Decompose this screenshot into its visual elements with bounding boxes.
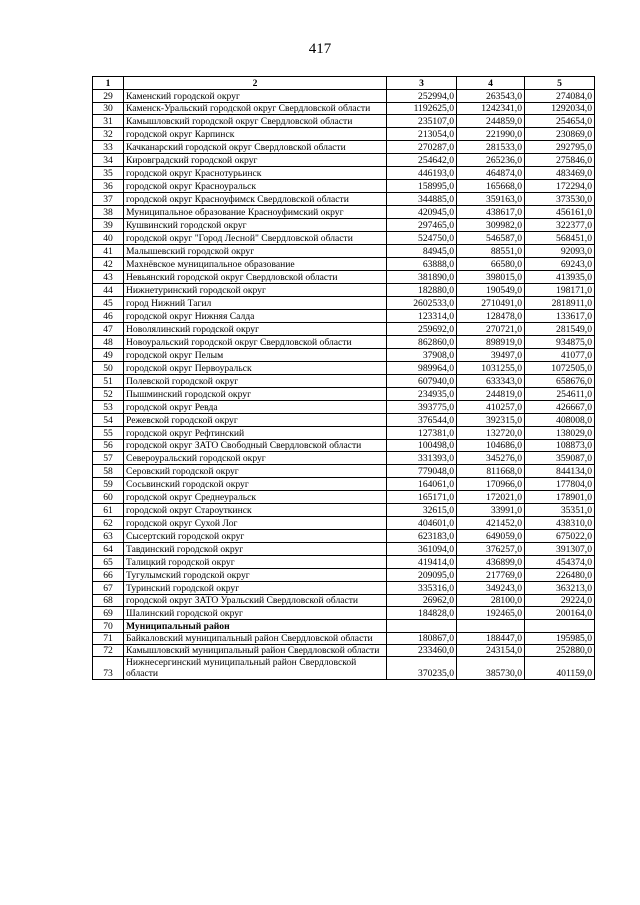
row-number: 37: [93, 193, 124, 206]
table-row: [93, 115, 595, 128]
municipality-name: Кушвинский городской округ: [124, 219, 387, 232]
column-header: 1: [93, 77, 124, 90]
table-row: [93, 90, 595, 103]
value-col-3: 420945,0: [387, 206, 457, 219]
table-row: [93, 336, 595, 349]
row-number: 35: [93, 167, 124, 180]
value-col-3: [387, 620, 457, 633]
table-row: [93, 362, 595, 375]
row-number: 38: [93, 206, 124, 219]
table-header-row: [93, 77, 595, 90]
municipality-name: городской округ Первоуральск: [124, 362, 387, 375]
value-col-5: 438310,0: [525, 517, 595, 530]
municipality-name: городской округ ЗАТО Уральский Свердловской области: [124, 595, 387, 607]
municipality-name: городской округ Красноуфимск Свердловской области: [124, 193, 387, 206]
value-col-4: 1031255,0: [457, 362, 525, 375]
row-number: 56: [93, 440, 124, 452]
value-col-3: 26962,0: [387, 595, 457, 607]
value-col-5: 483469,0: [525, 167, 595, 180]
value-col-3: 209095,0: [387, 569, 457, 582]
column-header: 4: [457, 77, 525, 90]
column-header: 3: [387, 77, 457, 90]
row-number: 69: [93, 607, 124, 620]
table-row: [93, 258, 595, 271]
value-col-5: 35351,0: [525, 504, 595, 517]
value-col-4: 265236,0: [457, 154, 525, 167]
row-number: 41: [93, 245, 124, 258]
value-col-3: 233460,0: [387, 645, 457, 657]
row-number: 47: [93, 323, 124, 336]
value-col-5: 401159,0: [525, 657, 595, 680]
table-row: [93, 530, 595, 543]
row-number: 29: [93, 90, 124, 103]
row-number: 49: [93, 349, 124, 362]
municipality-name: Качканарский городской округ Свердловской области: [124, 141, 387, 154]
value-col-5: 1292034,0: [525, 103, 595, 115]
table-row: [93, 427, 595, 440]
municipality-name: Талицкий городской округ: [124, 556, 387, 569]
municipality-name: Туринский городской округ: [124, 582, 387, 595]
value-col-3: 419414,0: [387, 556, 457, 569]
value-col-3: 254642,0: [387, 154, 457, 167]
value-col-3: 213054,0: [387, 128, 457, 141]
row-number: 40: [93, 232, 124, 245]
value-col-4: 649059,0: [457, 530, 525, 543]
value-col-3: 123314,0: [387, 310, 457, 323]
table-row: [93, 556, 595, 569]
row-number: 32: [93, 128, 124, 141]
value-col-5: 198171,0: [525, 284, 595, 297]
value-col-4: 33991,0: [457, 504, 525, 517]
value-col-5: 408008,0: [525, 414, 595, 427]
value-col-3: 404601,0: [387, 517, 457, 530]
table-row: [93, 388, 595, 401]
value-col-3: 84945,0: [387, 245, 457, 258]
row-number: 36: [93, 180, 124, 193]
table-row: [93, 504, 595, 517]
row-number: 67: [93, 582, 124, 595]
row-number: 68: [93, 595, 124, 607]
municipality-name: Кировградский городской округ: [124, 154, 387, 167]
value-col-3: 297465,0: [387, 219, 457, 232]
table-body: [93, 90, 595, 680]
value-col-5: 230869,0: [525, 128, 595, 141]
value-col-4: [457, 620, 525, 633]
value-col-4: 192465,0: [457, 607, 525, 620]
value-col-4: 165668,0: [457, 180, 525, 193]
municipality-name: городской округ Ревда: [124, 401, 387, 414]
value-col-5: 658676,0: [525, 375, 595, 388]
value-col-5: 195985,0: [525, 633, 595, 645]
row-number: 55: [93, 427, 124, 440]
value-col-5: 178901,0: [525, 491, 595, 504]
value-col-3: 607940,0: [387, 375, 457, 388]
value-col-3: 127381,0: [387, 427, 457, 440]
municipality-name: Новолялинский городской округ: [124, 323, 387, 336]
municipality-name: Каменский городской округ: [124, 90, 387, 103]
value-col-3: 344885,0: [387, 193, 457, 206]
municipality-name: Камышловский городской округ Свердловской области: [124, 115, 387, 128]
value-col-3: 180867,0: [387, 633, 457, 645]
page-number: 417: [308, 41, 332, 57]
table-row: [93, 284, 595, 297]
value-col-4: 28100,0: [457, 595, 525, 607]
value-col-4: 309982,0: [457, 219, 525, 232]
value-col-4: 398015,0: [457, 271, 525, 284]
row-number: 70: [93, 620, 124, 633]
value-col-5: 177804,0: [525, 478, 595, 491]
value-col-3: 63888,0: [387, 258, 457, 271]
table-row: [93, 440, 595, 452]
row-number: 33: [93, 141, 124, 154]
value-col-5: 391307,0: [525, 543, 595, 556]
table-row: [93, 657, 595, 680]
row-number: 57: [93, 452, 124, 465]
value-col-3: 252994,0: [387, 90, 457, 103]
municipality-name: Муниципальный район: [124, 620, 387, 633]
table-row: [93, 141, 595, 154]
table-row: [93, 543, 595, 556]
value-col-3: 623183,0: [387, 530, 457, 543]
municipality-name: Тавдинский городской округ: [124, 543, 387, 556]
value-col-3: 779048,0: [387, 465, 457, 478]
table-row: [93, 452, 595, 465]
value-col-3: 393775,0: [387, 401, 457, 414]
table-row: [93, 206, 595, 219]
row-number: 52: [93, 388, 124, 401]
row-number: 60: [93, 491, 124, 504]
value-col-3: 100498,0: [387, 440, 457, 452]
value-col-4: 39497,0: [457, 349, 525, 362]
value-col-5: 281549,0: [525, 323, 595, 336]
municipality-name: городской округ Староуткинск: [124, 504, 387, 517]
table-row: [93, 491, 595, 504]
value-col-5: 200164,0: [525, 607, 595, 620]
table-row: [93, 620, 595, 633]
row-number: 73: [93, 657, 124, 680]
value-col-5: 274084,0: [525, 90, 595, 103]
row-number: 43: [93, 271, 124, 284]
value-col-4: 811668,0: [457, 465, 525, 478]
value-col-5: 454374,0: [525, 556, 595, 569]
municipality-name: Махнёвское муниципальное образование: [124, 258, 387, 271]
value-col-3: 37908,0: [387, 349, 457, 362]
row-number: 58: [93, 465, 124, 478]
table-row: [93, 465, 595, 478]
table-row: [93, 569, 595, 582]
value-col-5: 108873,0: [525, 440, 595, 452]
value-col-5: 844134,0: [525, 465, 595, 478]
value-col-3: 259692,0: [387, 323, 457, 336]
value-col-4: 104686,0: [457, 440, 525, 452]
municipality-name: городской округ Рефтинский: [124, 427, 387, 440]
row-number: 30: [93, 103, 124, 115]
value-col-5: 254611,0: [525, 388, 595, 401]
value-col-3: 165171,0: [387, 491, 457, 504]
municipality-name: Серовский городской округ: [124, 465, 387, 478]
municipality-name: городской округ Карпинск: [124, 128, 387, 141]
value-col-3: 235107,0: [387, 115, 457, 128]
municipality-name: Режевской городской округ: [124, 414, 387, 427]
value-col-5: 138029,0: [525, 427, 595, 440]
value-col-4: 464874,0: [457, 167, 525, 180]
value-col-5: 675022,0: [525, 530, 595, 543]
value-col-4: 217769,0: [457, 569, 525, 582]
value-col-4: 243154,0: [457, 645, 525, 657]
value-col-5: 2818911,0: [525, 297, 595, 310]
value-col-3: 331393,0: [387, 452, 457, 465]
value-col-4: 898919,0: [457, 336, 525, 349]
table-row: [93, 349, 595, 362]
value-col-4: 66580,0: [457, 258, 525, 271]
value-col-5: 934875,0: [525, 336, 595, 349]
value-col-5: 252880,0: [525, 645, 595, 657]
row-number: 61: [93, 504, 124, 517]
table-row: [93, 180, 595, 193]
table-row: [93, 193, 595, 206]
value-col-5: 373530,0: [525, 193, 595, 206]
table-row: [93, 310, 595, 323]
row-number: 59: [93, 478, 124, 491]
table-row: [93, 595, 595, 607]
municipality-name: Новоуральский городской округ Свердловской области: [124, 336, 387, 349]
value-col-3: 270287,0: [387, 141, 457, 154]
value-col-4: 244819,0: [457, 388, 525, 401]
table-row: [93, 245, 595, 258]
value-col-4: 281533,0: [457, 141, 525, 154]
municipality-name: Шалинский городской округ: [124, 607, 387, 620]
row-number: 63: [93, 530, 124, 543]
row-number: 31: [93, 115, 124, 128]
value-col-3: 2602533,0: [387, 297, 457, 310]
row-number: 50: [93, 362, 124, 375]
value-col-5: 292795,0: [525, 141, 595, 154]
row-number: 62: [93, 517, 124, 530]
table-row: [93, 219, 595, 232]
value-col-4: 244859,0: [457, 115, 525, 128]
value-col-4: 546587,0: [457, 232, 525, 245]
value-col-5: 29224,0: [525, 595, 595, 607]
budget-table: [92, 76, 595, 680]
row-number: 45: [93, 297, 124, 310]
value-col-4: 436899,0: [457, 556, 525, 569]
value-col-3: 524750,0: [387, 232, 457, 245]
row-number: 46: [93, 310, 124, 323]
municipality-name: Сосьвинский городской округ: [124, 478, 387, 491]
municipality-name: городской округ Краснотурьинск: [124, 167, 387, 180]
value-col-5: 322377,0: [525, 219, 595, 232]
value-col-5: 363213,0: [525, 582, 595, 595]
value-col-5: 92093,0: [525, 245, 595, 258]
value-col-5: 413935,0: [525, 271, 595, 284]
value-col-5: 254654,0: [525, 115, 595, 128]
table-row: [93, 633, 595, 645]
table-row: [93, 478, 595, 491]
value-col-5: 69243,0: [525, 258, 595, 271]
value-col-3: 361094,0: [387, 543, 457, 556]
municipality-name: Байкаловский муниципальный район Свердловской области: [124, 633, 387, 645]
municipality-name: Муниципальное образование Красноуфимский округ: [124, 206, 387, 219]
value-col-5: [525, 620, 595, 633]
value-col-5: 359087,0: [525, 452, 595, 465]
column-header: 5: [525, 77, 595, 90]
value-col-3: 158995,0: [387, 180, 457, 193]
value-col-4: 263543,0: [457, 90, 525, 103]
value-col-5: 226480,0: [525, 569, 595, 582]
table-row: [93, 297, 595, 310]
table-row: [93, 154, 595, 167]
value-col-3: 370235,0: [387, 657, 457, 680]
table-row: [93, 103, 595, 115]
table-row: [93, 167, 595, 180]
table-row: [93, 323, 595, 336]
value-col-4: 633343,0: [457, 375, 525, 388]
value-col-3: 335316,0: [387, 582, 457, 595]
row-number: 64: [93, 543, 124, 556]
row-number: 44: [93, 284, 124, 297]
value-col-3: 234935,0: [387, 388, 457, 401]
value-col-4: 359163,0: [457, 193, 525, 206]
value-col-4: 170966,0: [457, 478, 525, 491]
value-col-5: 41077,0: [525, 349, 595, 362]
value-col-3: 862860,0: [387, 336, 457, 349]
value-col-4: 421452,0: [457, 517, 525, 530]
municipality-name: Нижнесергинский муниципальный район Свердловской области: [124, 657, 387, 680]
value-col-5: 426667,0: [525, 401, 595, 414]
value-col-4: 188447,0: [457, 633, 525, 645]
value-col-3: 376544,0: [387, 414, 457, 427]
table-row: [93, 232, 595, 245]
value-col-5: 275846,0: [525, 154, 595, 167]
municipality-name: городской округ "Город Лесной" Свердловской области: [124, 232, 387, 245]
value-col-3: 164061,0: [387, 478, 457, 491]
municipality-name: Сысертский городской округ: [124, 530, 387, 543]
municipality-name: городской округ Сухой Лог: [124, 517, 387, 530]
municipality-name: городской округ Среднеуральск: [124, 491, 387, 504]
municipality-name: Каменск-Уральский городской округ Свердловской области: [124, 103, 387, 115]
municipality-name: городской округ Красноуральск: [124, 180, 387, 193]
table-row: [93, 401, 595, 414]
table-row: [93, 414, 595, 427]
value-col-3: 184828,0: [387, 607, 457, 620]
municipality-name: город Нижний Тагил: [124, 297, 387, 310]
row-number: 34: [93, 154, 124, 167]
table-row: [93, 645, 595, 657]
municipality-name: Камышловский муниципальный район Свердловской области: [124, 645, 387, 657]
value-col-4: 385730,0: [457, 657, 525, 680]
value-col-4: 410257,0: [457, 401, 525, 414]
value-col-4: 376257,0: [457, 543, 525, 556]
value-col-4: 172021,0: [457, 491, 525, 504]
table-row: [93, 582, 595, 595]
value-col-4: 221990,0: [457, 128, 525, 141]
value-col-4: 349243,0: [457, 582, 525, 595]
value-col-4: 345276,0: [457, 452, 525, 465]
value-col-3: 182880,0: [387, 284, 457, 297]
row-number: 42: [93, 258, 124, 271]
table-row: [93, 128, 595, 141]
value-col-5: 133617,0: [525, 310, 595, 323]
value-col-4: 1242341,0: [457, 103, 525, 115]
municipality-name: Североуральский городской округ: [124, 452, 387, 465]
table-row: [93, 517, 595, 530]
value-col-5: 1072505,0: [525, 362, 595, 375]
row-number: 71: [93, 633, 124, 645]
municipality-name: городской округ Пелым: [124, 349, 387, 362]
municipality-name: городской округ ЗАТО Свободный Свердловской области: [124, 440, 387, 452]
row-number: 66: [93, 569, 124, 582]
row-number: 48: [93, 336, 124, 349]
row-number: 51: [93, 375, 124, 388]
value-col-5: 172294,0: [525, 180, 595, 193]
value-col-5: 568451,0: [525, 232, 595, 245]
municipality-name: городской округ Нижняя Салда: [124, 310, 387, 323]
value-col-4: 2710491,0: [457, 297, 525, 310]
table-row: [93, 375, 595, 388]
municipality-name: Тугулымский городской округ: [124, 569, 387, 582]
municipality-name: Полевской городской округ: [124, 375, 387, 388]
municipality-name: Нижнетуринский городской округ: [124, 284, 387, 297]
row-number: 39: [93, 219, 124, 232]
municipality-name: Невьянский городской округ Свердловской области: [124, 271, 387, 284]
value-col-4: 132720,0: [457, 427, 525, 440]
value-col-3: 989964,0: [387, 362, 457, 375]
municipality-name: Малышевский городской округ: [124, 245, 387, 258]
value-col-3: 381890,0: [387, 271, 457, 284]
table-row: [93, 271, 595, 284]
value-col-4: 88551,0: [457, 245, 525, 258]
row-number: 65: [93, 556, 124, 569]
value-col-4: 190549,0: [457, 284, 525, 297]
row-number: 72: [93, 645, 124, 657]
value-col-3: 32615,0: [387, 504, 457, 517]
row-number: 53: [93, 401, 124, 414]
value-col-3: 1192625,0: [387, 103, 457, 115]
municipality-name: Пышминский городской округ: [124, 388, 387, 401]
column-header: 2: [124, 77, 387, 90]
value-col-4: 392315,0: [457, 414, 525, 427]
value-col-3: 446193,0: [387, 167, 457, 180]
row-number: 54: [93, 414, 124, 427]
value-col-5: 456161,0: [525, 206, 595, 219]
value-col-4: 128478,0: [457, 310, 525, 323]
value-col-4: 438617,0: [457, 206, 525, 219]
table-row: [93, 607, 595, 620]
value-col-4: 270721,0: [457, 323, 525, 336]
